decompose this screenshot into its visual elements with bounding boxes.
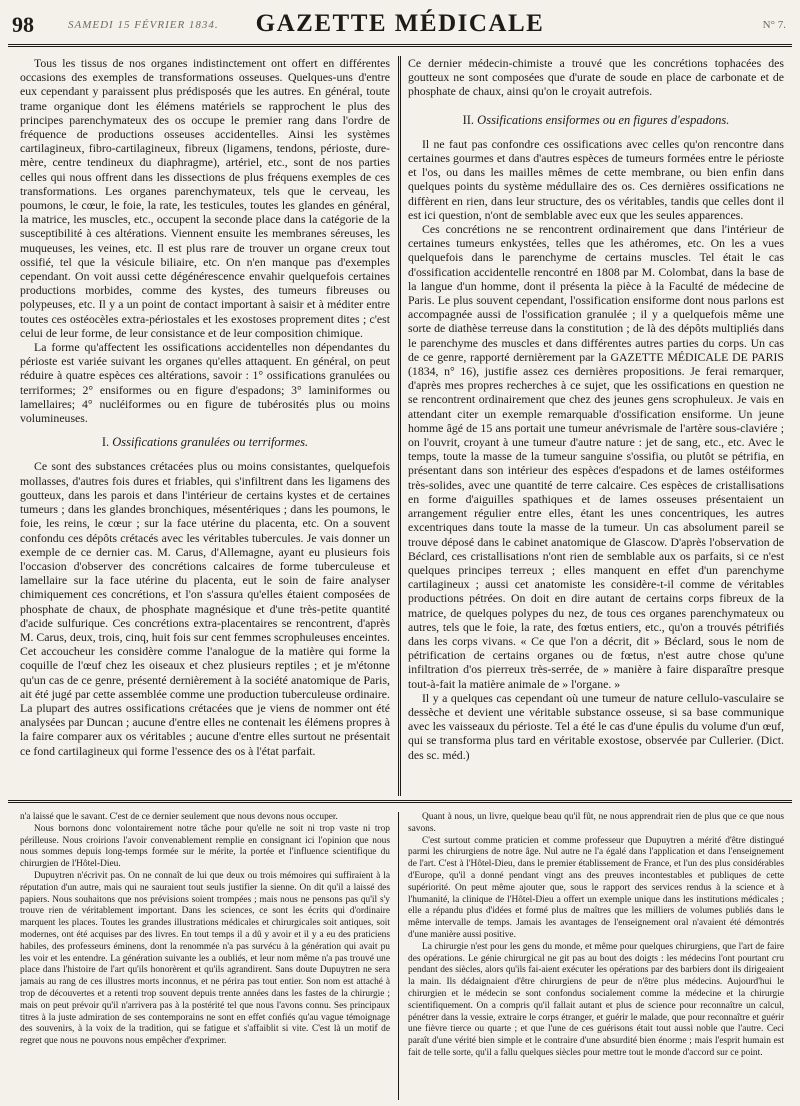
- lower-left-column: [20, 812, 390, 1100]
- issue-date: SAMEDI 15 FÉVRIER 1834.: [68, 19, 219, 31]
- paragraph: Il y a quelques cas cependant où une tumeur de nature cellulo-vasculaire se dessèche et devient une véritable substance osseuse, si sa base communique avec les vaisseaux du périoste. Tel a été le cas d'une épulis du volume d'un œuf, qui se transforma plus tard en véritable exostose, observée par Cullerier. (Dict. des sc. méd.): [408, 690, 784, 762]
- paragraph: Nous bornons donc volontairement notre tâche pour qu'elle ne soit ni trop vaste ni trop périlleuse. Nous croirions l'avoir convenablement remplie en consignant ici l'opinion que nous nous sommes depuis long-temps formée sur le mérite, la portée et l'influence scientifique du chirurgien de l'Hôtel-Dieu.: [20, 823, 390, 870]
- header-rule: [8, 44, 792, 47]
- issue-number: N° 7.: [762, 19, 786, 31]
- paragraph: Dupuytren n'écrivit pas. On ne connaît de lui que deux ou trois mémoires qui suffiraient à la réputation d'un autre, mais qui ne sauraient tout seuls justifier la sienne. On dit qu'il a laissé des papiers. Nous souhaitons que nos prévisions soient trompées ; mais nous ne pensons pas qu'il s'y trouve rien de véritablement important. Dans les sciences, ce sont les écrits qui d'ordinaire marquent les places. Toutes les grandes illustrations médicales et chirurgicales soit antiques, soit modernes, ont été acquises par des livres. En tout temps il a dû y avoir et il y a eu des praticiens habiles, des professeurs éminens, dont la renommée n'a pas survécu à la génération qui avait pu les voir et les entendre. La génération suivante les a oubliés, et leur nom même n'a pas trouvé une place dans l'histoire de l'art qu'ils honorèrent et qu'ils agrandirent. Sans doute Dupuytren ne sera jamais au rang de ces illustres morts inconnus, et ne périra pas tout entier. Son nom est attaché à trop de découvertes et a retenti trop souvent depuis trente années dans les fastes de la chirurgie ; mais on peut prévoir qu'il n'arrivera pas à la postérité tel que nous l'avons connu. Ses principaux titres à la juste admiration de ses contemporains ne sont en effet confiés qu'au vague témoignage des souvenirs, à la voix de la tradition, qui se fatigue et s'affaiblit si vite. C'est là un motif de regret que nous ne pouvons nous empêcher d'exprimer.: [20, 870, 390, 1047]
- paragraph: La chirurgie n'est pour les gens du monde, et même pour quelques chirurgiens, que l'art de faire des opérations. Le génie chirurgical ne git pas au bout des doigts : les médecins l'ont pourtant cru pendant des siècles, alors qu'ils fai-aient exécuter les opérations par des barbiers dont ils dirigeaient la main. Ils dédaignaient d'être chirurgiens de peur de n'être plus médecins. Aujourd'hui le chirurgien et le médecin se sont confondus socialement comme la médecine et la chirurgie scientifiquement. On a compris qu'il fallait autant et plus de science pour reconnaître un calcul, pénétrer dans la vessie, extraire le corps étranger, et guérir le malade, que pour reconnaître et guérir une fièvre tierce ou quarte ; et que l'une de ces guérisons était tout aussi noble que l'autre. Ceci paraît d'une vérité bien simple et le contraire d'une absurdité bien énorme ; mais l'esprit humain est fait de telle sorte, qu'il a fallu quelques siècles pour mettre tout le monde d'accord sur ce point.: [408, 941, 784, 1058]
- section-heading: [20, 435, 390, 449]
- masthead: [8, 8, 792, 42]
- paragraph: Quant à nous, un livre, quelque beau qu'il fût, ne nous apprendrait rien de plus que ce que nous savons.: [408, 812, 784, 834]
- paragraph: Il ne faut pas confondre ces ossifications avec celles qu'on rencontre dans certaines gourmes et dans d'autres espèces de tumeurs formées entre le périoste et l'os, ou dans les mailles mêmes de cette membrane, ou bien enfin dans quelques points du système médullaire des os. Ces dernières ossifications ne diffèrent en rien, dans leur structure, des os véritables, tandis que celles dont il est ici question, n'ont de semblable avec eux que les seules apparences.: [408, 136, 784, 222]
- paragraph: Ce dernier médecin-chimiste a trouvé que les concrétions tophacées des goutteux ne sont composées que d'urate de soude en place de carbonate et de phosphate de chaux, ainsi qu'on le croyait autrefois.: [408, 56, 784, 99]
- column-divider: [398, 56, 401, 796]
- section-number: II.: [462, 112, 475, 127]
- paragraph: n'a laissé que le savant. C'est de ce dernier seulement que nous devons nous occuper.: [20, 812, 338, 822]
- lower-right-column: [408, 812, 784, 1100]
- column-divider: [398, 812, 399, 1100]
- feuilleton-rule: [8, 800, 792, 803]
- section-title: Ossifications ensiformes ou en figures d'espadons.: [477, 112, 730, 127]
- paragraph: Tous les tissus de nos organes indistinctement ont offert en différentes occasions des exemples de transformations osseuses. Quelques-uns d'entre eux cependant y paraissent plus prédisposés que les autres. En général, toute trame organique dont les élémens matériels se rapprochent le plus des principes parenchymateux des os occupe le premier rang dans l'ordre de fréquence de productions osseuses accidentelles. Ainsi les systèmes cartilagineux, fibro-cartilagineux, fibreux (ligamens, tendons, périoste, dure-mère, centre tendineux du diaphragme), artériel, etc., sont de nos parties celles qui nous offrent dans les dissections de plus fréquens exemples de ces transformations. Les organes parenchymateux, tels que le cerveau, les poumons, le cœur, le foie, la rate, les testicules, toutes les glandes en général, la matrice, les muscles, etc., occupent la seconde place dans la catégorie de la susceptibilité à ces altérations. Viennent ensuite les membranes séreuses, les muqueuses, les veines, etc. Il est plus rare de trouver un organe creux tout ossifié, tel que la vésicule biliaire, etc. On n'en manque pas d'exemples cependant. On voit aussi cette dégénérescence envahir quelquefois certaines productions morbides, comme des kystes, des tumeurs fibreuses ou polypeuses, etc. Il y a un point de contact important à saisir et à méditer entre toutes ces ostéocèles extra-périostales et les exostoses proprement dites ; c'est celui de leur forme, de leur consistance et de leur composition chimique.: [20, 56, 390, 340]
- newspaper-title: GAZETTE MÉDICALE: [255, 10, 545, 37]
- paragraph: Ces concrétions ne se rencontrent ordinairement que dans l'intérieur de certaines tumeurs enkystées, telles que les athéromes, etc. On les a vues quelquefois dans le parenchyme de certains muscles. Tel était le cas d'ossification accidentelle rencontré en 1808 par M. Colombat, dans la base de la langue d'un homme, dont il présenta la pièce à la Faculté de médecine de Paris. Le plus souvent cependant, l'ossification ensiforme dont nous parlons est accompagnée aussi de l'ossification granulée ; il y a quelquefois même une sorte de diathèse terreuse dans la constitution ; de là des dépôts multipliés dans le parenchyme des muscles et dans différentes autres parties du corps. Un cas de ce genre, rapporté dernièrement par la GAZETTE MÉDICALE DE PARIS (1834, n° 16), justifie assez ces dernières propositions. Je ferai remarquer, d'après mes propres recherches à ce sujet, que les ossifications en question ne se rencontrent ordinairement que chez des jeunes gens scrophuleux. Je vais en attendant citer un exemple remarquable d'ossification ensiforme. Un jeune homme âgé de 15 ans portait une tumeur anévrismale de l'artère sous-claviére ; on l'ouvrit, croyant à une tumeur d'autre nature : jet de sang, etc., etc. Avec le temps, toute la masse de la tumeur sanguine s'ossifia, ou plutôt se pétrifia, en présentant dans son intérieur des espèces d'espadons et de lames ostéiformes très-solides, avec une quantité de terre calcaire. Ces espèces de cristallisations en forme d'aiguilles spathiques et de lames osseuses présentaient un arrangement régulier entre elles, étant les unes concentriques, les autres excentriques dans toute la masse de la tumeur. Un cas absolument pareil se trouve déposé dans le cabinet anatomique de Glascow. D'après l'observation de Béclard, ces cristallisations n'ont rien de semblable aux os parfaits, si ce n'est quelques principes terreux ; elles manquent en effet d'un parenchyme cartilagineux ; aussi cet anatomiste les considère-t-il comme de véritables productions pétrées. On doit en dire autant de certains corps fibreux de la matrice, de quelques polypes du nez, de tous ces organes parenchymateux ou autres, tels que le foie, la rate, des fœtus entiers, etc., qu'on a trouvés pétrifiés dans les corps vivans. « Ce que l'on a décrit, dit » Béclard, sous le nom de pétrification de certains organes ou de fœtus, n'est autre chose qu'une infiltration d'os pierreux très-serrée, de » manière à faire disparaître presque tout-à-fait la matière animale de » l'organe. »: [408, 222, 784, 691]
- paragraph: C'est surtout comme praticien et comme professeur que Dupuytren a mérité d'être distingué parmi les chirurgiens de notre âge. Nul autre ne l'a égalé dans l'application et dans l'enseignement de l'art. C'est à l'Hôtel-Dieu, dans le premier établissement de France, et l'un des plus considérables d'Europe, qu'il a donné pendant vingt ans des preuves incontestables et publiques de cette supériorité. On peut même ajouter que, sous le rapport des services rendus à la science et à l'humanité, la clinique de l'Hôtel-Dieu a offert un exemple unique dans les institutions médicales ; elle a répandu plus d'idées et formé plus de maîtres que les milliers de volumes publiés dans le même intervalle de temps. Jamais les avantages de l'enseignement oral n'avaient été démontrés d'une manière aussi positive.: [408, 835, 784, 940]
- page-number: 98: [12, 12, 34, 37]
- paragraph: La forme qu'affectent les ossifications accidentelles non dépendantes du périoste est variée suivant les organes qu'elles attaquent. En général, on peut réduire à quatre espèces ces altérations, savoir : 1° ossifications granulées ou terriformes; 2° ensiformes ou en figure d'espadons; 3° laminiformes ou lamellaires; 4° nucléiformes ou en figure de tubérosités plus ou moins volumineuses.: [20, 340, 390, 426]
- paragraph: Ce sont des substances crétacées plus ou moins consistantes, quelquefois mollasses, d'autres fois dures et friables, qui s'infiltrent dans les ligamens des goutteux, dans les parois et dans l'intérieur de certains kystes et de certaines tumeurs ; dans les glandes bronchiques, mésentériques ; dans les poumons, le foie, les reins, le cœur ; sur la face utérine du placenta, etc. On a souvent confondu ces dépôts crétacés avec les véritables tubercules. Je vais donner un exemple de ce dernier cas. M. Carus, d'Allemagne, ayant eu plusieurs fois l'occasion d'observer des concrétions calcaires de forme tuberculeuse et lamellaire sur la face utérine du placenta, eut le soin de faire analyser chimiquement ces concrétions, et l'on s'assura qu'elles étaient composées de phosphate de chaux, de phosphate magnésique et d'une très-petite quantité d'acide sulfurique. Ces concrétions extra-placentaires se rencontrent, d'après M. Carus, deux, trois, cinq, huit fois sur cent femmes scrophuleuses enceintes. Cet accoucheur les considère comme l'analogue de la matière qui forme la coquille de l'œuf chez les oiseaux et chez plusieurs reptiles ; et je m'étonne qu'un cas de ce genre, présenté dernièrement à la société anatomique de Paris, ait été jugé par cette assemblée comme une production tuberculeuse ordinaire. La plupart des autres ossifications crétacées que je viens de nommer ont été analysées par Duncan ; aucune d'entre elles ne contenait les élémens propres à la faire comparer aux os véritables ; aucune d'entre elles surtout ne présentait ce fond cartilagineux qui forme l'essence des os à l'état parfait.: [20, 459, 390, 758]
- section-title: Ossifications granulées ou terriformes.: [112, 435, 309, 450]
- upper-right-column: [408, 56, 784, 796]
- section-number: I.: [101, 435, 110, 450]
- upper-left-column: [20, 56, 390, 796]
- section-heading: [408, 113, 784, 127]
